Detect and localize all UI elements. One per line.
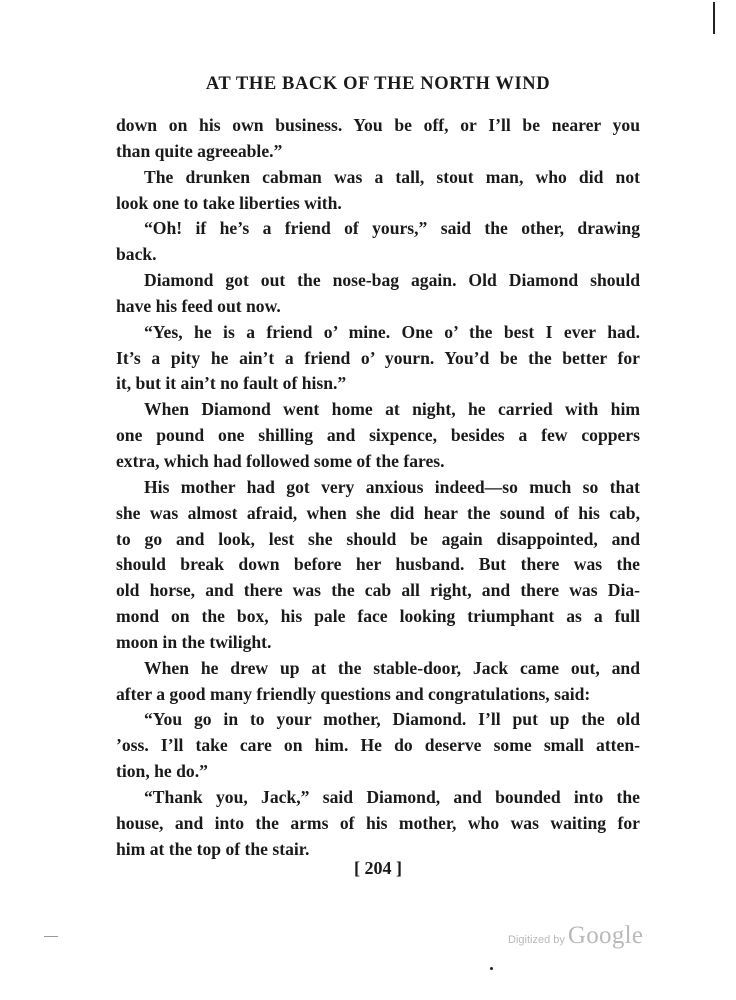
text-line: When he drew up at the stable-door, Jack came out, and (144, 657, 640, 678)
text-line: “Yes, he is a friend o’ mine. One o’ the best I ever had. (144, 321, 640, 342)
paragraph (116, 707, 640, 785)
paragraph (116, 785, 640, 863)
text-line: The drunken cabman was a tall, stout man, who did not (144, 166, 640, 187)
text-line: back. (116, 244, 157, 265)
body-text (116, 113, 640, 862)
text-line: she was almost afraid, when she did hear the sound of his cab, (116, 502, 640, 523)
text-line: moon in the twilight. (116, 631, 272, 652)
text-line: should break down before her husband. But there was the (116, 554, 640, 575)
text-line: mond on the box, his pale face looking triumphant as a full (116, 606, 640, 627)
text-line: extra, which had followed some of the fares. (116, 450, 445, 471)
paragraph (116, 656, 640, 708)
text-line: down on his own business. You be off, or I’ll be nearer you (116, 115, 640, 135)
text-line: His mother had got very anxious indeed—so much so that (144, 476, 640, 497)
scan-edge-rule (713, 2, 715, 34)
text-line: one pound one shilling and sixpence, besides a few coppers (116, 425, 640, 446)
page-number: [ 204 ] (354, 858, 402, 878)
text-line: “Oh! if he’s a friend of yours,” said the other, drawing (144, 218, 640, 239)
text-line: look one to take liberties with. (116, 192, 342, 213)
text-line: ’oss. I’ll take care on him. He do deserve some small atten- (116, 735, 640, 756)
watermark-prefix: Digitized by (508, 934, 565, 946)
text-line: It’s a pity he ain’t a friend o’ yourn. You’d be the better for (116, 347, 640, 368)
running-head: AT THE BACK OF THE NORTH WIND (205, 74, 551, 94)
text-line: old horse, and there was the cab all right, and there was Dia- (116, 580, 640, 601)
margin-mark (44, 936, 58, 937)
paragraph (116, 165, 640, 217)
digitized-watermark (508, 922, 643, 950)
text-line: “Thank you, Jack,” said Diamond, and bounded into the (144, 786, 640, 807)
text-line: than quite agreeable.” (116, 140, 283, 161)
paragraph (116, 320, 640, 398)
text-line: it, but it ain’t no fault of hisn.” (116, 373, 347, 394)
text-line: to go and look, lest she should be again disappointed, and (116, 528, 640, 549)
scan-speck (490, 967, 493, 970)
text-line: Diamond got out the nose-bag again. Old Diamond should (144, 270, 640, 291)
paragraph (116, 397, 640, 475)
text-line: him at the top of the stair. (116, 838, 310, 859)
google-logo: Google (567, 922, 644, 949)
paragraph (116, 475, 640, 656)
text-line: have his feed out now. (116, 295, 281, 316)
text-line: house, and into the arms of his mother, who was waiting for (116, 812, 640, 833)
text-line: tion, he do.” (116, 761, 208, 782)
paragraph (116, 216, 640, 268)
text-line: When Diamond went home at night, he carried with him (144, 399, 640, 420)
paragraph (116, 113, 640, 165)
text-line: “You go in to your mother, Diamond. I’ll put up the old (144, 709, 640, 730)
paragraph (116, 268, 640, 320)
text-line: after a good many friendly questions and congratulations, said: (116, 683, 591, 704)
